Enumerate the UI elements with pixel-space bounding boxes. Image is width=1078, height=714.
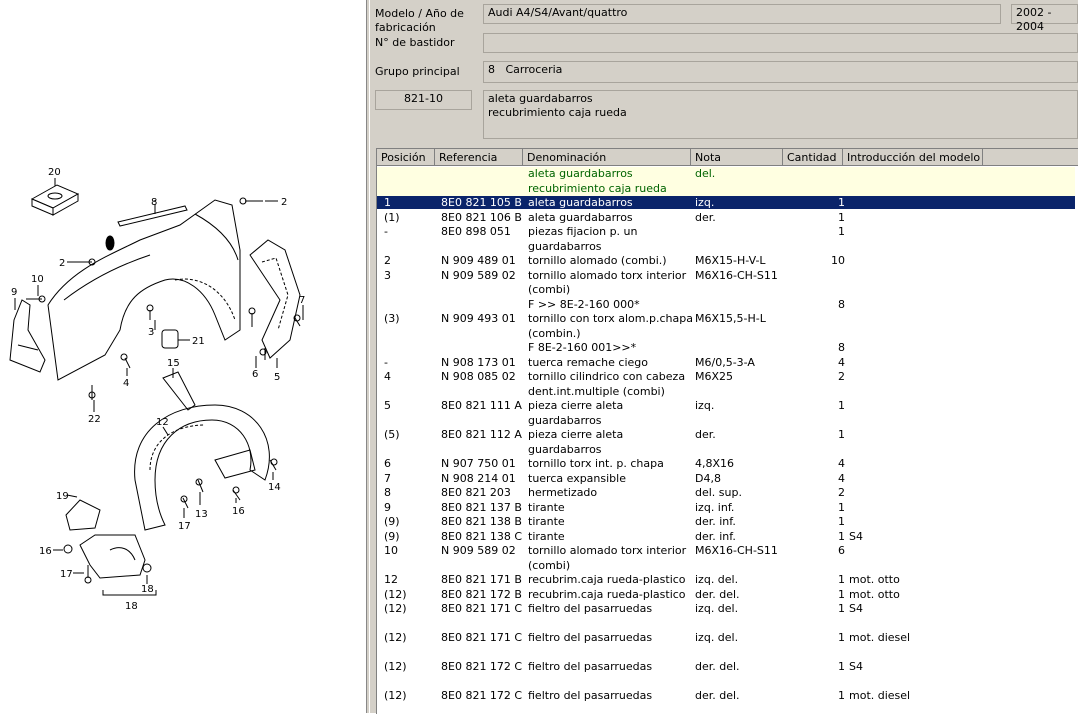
cell-nota: 4,8X16 [695,457,735,470]
table-row[interactable] [377,298,1075,313]
cell-posicion: (12) [384,602,407,615]
cell-posicion: 6 [384,457,391,470]
table-row[interactable] [377,312,1075,341]
table-row[interactable] [377,254,1075,269]
parts-diagram-panel [0,0,366,713]
callout-13: 16 [232,506,245,517]
cell-cantidad: 1 [838,689,845,702]
cell-posicion: (12) [384,631,407,644]
cell-nota: izq. del. [695,573,739,586]
cell-cantidad: 1 [838,573,845,586]
cell-denominacion: tornillo alomado torx interior (combi) [528,544,687,572]
cell-posicion: 4 [384,370,391,383]
callout-21: 21 [192,336,205,347]
exploded-parts-diagram [0,0,366,713]
cell-nota: M6X25 [695,370,734,383]
cell-cantidad: 1 [838,210,845,224]
cell-cantidad: 1 [838,529,845,543]
callout-17: 18 [141,584,154,595]
cell-nota: M6X15-H-V-L [695,254,766,267]
cell-posicion: (12) [384,689,407,702]
table-row[interactable] [377,356,1075,371]
cell-nota: del. [695,167,716,180]
table-row[interactable] [377,428,1075,457]
cell-cantidad: 2 [838,486,845,499]
years-field[interactable]: 2002 - 2004 [1011,4,1078,24]
cell-introduccion: mot. otto [849,573,900,586]
cell-denominacion: aleta guardabarros [528,196,633,209]
cell-nota: M6X16-CH-S11 [695,544,778,557]
section-description-field[interactable] [483,90,1078,139]
cell-cantidad: 4 [838,457,845,470]
cell-referencia: 8E0 821 138 B [441,515,522,528]
cell-referencia: N 908 085 02 [441,370,516,383]
cell-posicion: 10 [384,544,398,557]
cell-denominacion: F >> 8E-2-160 000* [528,297,640,311]
cell-cantidad: 4 [838,471,845,485]
cell-cantidad: 6 [838,544,845,557]
cell-cantidad: 1 [838,500,845,514]
cell-referencia: N 909 589 02 [441,544,516,557]
column-header-nota[interactable]: Nota [691,149,783,166]
table-row[interactable] [377,167,1075,182]
cell-posicion: (3) [384,312,400,325]
section-code-field[interactable]: 821-10 [375,90,472,110]
cell-cantidad: 4 [838,355,845,369]
table-row[interactable] [377,573,1075,588]
cell-introduccion: S4 [849,529,863,543]
callout-13: 13 [195,509,208,520]
callout-17: 16 [39,546,52,557]
cell-denominacion: aleta guardabarros [528,210,633,224]
cell-nota: der. del. [695,587,740,601]
cell-denominacion: fieltro del pasarruedas [528,631,653,644]
cell-introduccion: mot. diesel [849,689,911,702]
cell-posicion: - [384,355,388,369]
cell-denominacion: fieltro del pasarruedas [528,689,653,702]
cell-posicion: 9 [384,500,391,514]
cell-denominacion: recubrimiento caja rueda [528,181,667,195]
cell-nota: izq. [695,196,715,209]
table-row[interactable] [377,370,1075,399]
group-label: Grupo principal [375,65,460,78]
callout-19: 19 [56,491,69,502]
table-row[interactable] [377,211,1075,226]
table-row[interactable] [377,515,1075,530]
cell-referencia: N 909 489 01 [441,254,516,267]
cell-referencia: 8E0 821 111 A [441,399,522,412]
cell-cantidad: 8 [838,341,845,354]
cell-denominacion: F 8E-2-160 001>>* [528,341,637,354]
table-row[interactable] [377,472,1075,487]
cell-nota: izq. [695,399,715,412]
cell-introduccion: S4 [849,660,863,673]
table-row[interactable] [377,544,1075,573]
cell-denominacion: aleta guardabarros [528,167,633,180]
cell-posicion: 2 [384,254,391,267]
cell-referencia: 8E0 821 105 B [441,196,522,209]
table-row[interactable] [377,341,1075,356]
cell-denominacion: fieltro del pasarruedas [528,602,653,615]
table-header [377,149,1078,166]
cell-denominacion: fieltro del pasarruedas [528,660,653,673]
cell-cantidad: 1 [838,399,845,412]
cell-cantidad: 1 [838,631,845,644]
cell-nota: izq. del. [695,631,739,644]
cell-cantidad: 10 [831,254,845,267]
cell-referencia: 8E0 821 106 B [441,210,522,224]
cell-denominacion: tirante [528,500,565,514]
callout-5: 5 [274,372,281,383]
cell-denominacion: pieza cierre aleta guardabarros [528,399,624,427]
cell-introduccion: mot. otto [849,587,900,601]
table-row[interactable] [377,486,1075,501]
table-row[interactable] [377,631,1075,646]
section-desc-line-2: recubrimiento caja rueda [488,106,627,119]
cell-nota: der. inf. [695,515,736,528]
cell-posicion: 3 [384,268,391,282]
cell-cantidad: 1 [838,428,845,441]
callout-16: 17 [178,521,191,532]
cell-denominacion: tornillo alomado torx interior (combi) [528,268,687,296]
cell-referencia: 8E0 898 051 [441,225,511,238]
model-label: Modelo / Año de fabricación [375,7,464,34]
cell-nota: D4,8 [695,471,721,485]
callout-14: 14 [268,482,281,493]
cell-posicion: 7 [384,471,391,485]
cell-posicion: (9) [384,529,400,543]
callout-8: 8 [151,197,158,208]
cell-posicion: 1 [384,196,391,209]
callout-4: 4 [123,378,130,389]
cell-referencia: 8E0 821 112 A [441,428,522,441]
column-header-introduccion[interactable]: Introducción del modelo [843,149,983,166]
parts-info-panel [370,0,1078,713]
parts-table[interactable] [376,148,1078,714]
vin-field[interactable] [483,33,1078,53]
cell-posicion: (9) [384,515,400,528]
callout-2: 2 [281,197,288,208]
cell-cantidad: 1 [838,602,845,615]
cell-posicion: 8 [384,486,391,499]
cell-cantidad: 1 [838,660,845,673]
column-header-posicion[interactable]: Posición [377,149,435,166]
cell-nota: izq. del. [695,602,739,615]
cell-referencia: 8E0 821 172 C [441,660,523,673]
cell-referencia: N 907 750 01 [441,457,516,470]
table-row[interactable] [377,225,1075,254]
cell-denominacion: tirante [528,529,565,543]
vin-label: N° de bastidor [375,36,455,49]
cell-nota: der. del. [695,689,740,702]
cell-referencia: 8E0 821 171 B [441,573,522,586]
callout-7: 7 [299,295,306,306]
cell-referencia: 8E0 821 171 C [441,602,523,615]
cell-nota: izq. inf. [695,500,735,514]
cell-denominacion: tornillo con torx alom.p.chapa (combin.) [528,312,693,340]
table-row[interactable] [377,689,1075,704]
cell-nota: M6/0,5-3-A [695,355,755,369]
cell-referencia: 8E0 821 138 C [441,529,523,543]
cell-posicion: 5 [384,399,391,412]
callout-12: 12 [156,417,169,428]
cell-cantidad: 1 [838,196,845,209]
cell-nota: der. inf. [695,529,736,543]
callout-6: 6 [252,369,259,380]
cell-cantidad: 8 [838,297,845,311]
cell-referencia: 8E0 821 172 B [441,587,522,601]
cell-cantidad: 1 [838,515,845,528]
cell-nota: M6X16-CH-S11 [695,268,778,282]
cell-nota: der. del. [695,660,740,673]
cell-denominacion: pieza cierre aleta guardabarros [528,428,624,456]
table-row[interactable] [377,501,1075,516]
cell-referencia: N 909 493 01 [441,312,516,325]
cell-denominacion: hermetizado [528,486,598,499]
cell-nota: M6X15,5-H-L [695,312,766,325]
callout-2: 2 [59,258,66,269]
cell-referencia: 8E0 821 171 C [441,631,523,644]
cell-denominacion: tuerca remache ciego [528,355,648,369]
table-row[interactable] [377,457,1075,472]
cell-referencia: N 909 589 02 [441,268,516,282]
table-row[interactable] [377,588,1075,603]
cell-denominacion: recubrim.caja rueda-plastico [528,573,686,586]
cell-referencia: 8E0 821 137 B [441,500,522,514]
cell-posicion: (12) [384,660,407,673]
callout-20: 20 [48,167,61,178]
cell-nota: der. [695,210,716,224]
table-row[interactable] [377,660,1075,675]
callout-9: 9 [11,287,18,298]
column-header-referencia[interactable]: Referencia [435,149,523,166]
cell-denominacion: piezas fijacion p. un guardabarros [528,225,638,253]
cell-denominacion: tornillo torx int. p. chapa [528,457,664,470]
callout-18: 18 [125,601,138,612]
cell-introduccion: S4 [849,602,863,615]
callout-3: 3 [148,327,155,338]
cell-introduccion: mot. diesel [849,631,911,644]
cell-denominacion: tornillo alomado (combi.) [528,254,667,267]
table-row[interactable] [377,196,1075,209]
group-name: Carroceria [505,63,563,76]
column-header-filler [983,149,1078,166]
cell-cantidad: 2 [838,370,845,383]
cell-denominacion: recubrim.caja rueda-plastico [528,587,686,601]
cell-posicion: (1) [384,210,400,224]
cell-nota: del. sup. [695,486,742,499]
cell-denominacion: tuerca expansible [528,471,626,485]
cell-referencia: 8E0 821 203 [441,486,511,499]
table-row[interactable] [377,530,1075,545]
model-field[interactable]: Audi A4/S4/Avant/quattro [483,4,1001,24]
column-header-cantidad[interactable]: Cantidad [783,149,843,166]
cell-referencia: N 908 214 01 [441,471,516,485]
table-row[interactable] [377,602,1075,617]
cell-referencia: N 908 173 01 [441,355,516,369]
group-field[interactable] [483,61,1078,83]
table-row[interactable] [377,399,1075,428]
table-row[interactable] [377,182,1075,197]
group-number: 8 [488,63,495,76]
cell-cantidad: 1 [838,225,845,238]
cell-posicion: - [384,225,388,238]
cell-posicion: (12) [384,587,407,601]
cell-nota: der. [695,428,716,441]
callout-10: 10 [31,274,44,285]
callout-22: 22 [88,414,101,425]
column-header-denominacion[interactable]: Denominación [523,149,691,166]
cell-posicion: (5) [384,428,400,441]
cell-cantidad: 1 [838,587,845,601]
cell-denominacion: tornillo cilindrico con cabeza dent.int.multiple (combi) [528,370,686,398]
cell-denominacion: tirante [528,515,565,528]
cell-referencia: 8E0 821 172 C [441,689,523,702]
callout-16: 17 [60,569,73,580]
cell-posicion: 12 [384,573,398,586]
table-row[interactable] [377,269,1075,298]
callout-15: 15 [167,358,180,369]
section-desc-line-1: aleta guardabarros [488,92,593,105]
